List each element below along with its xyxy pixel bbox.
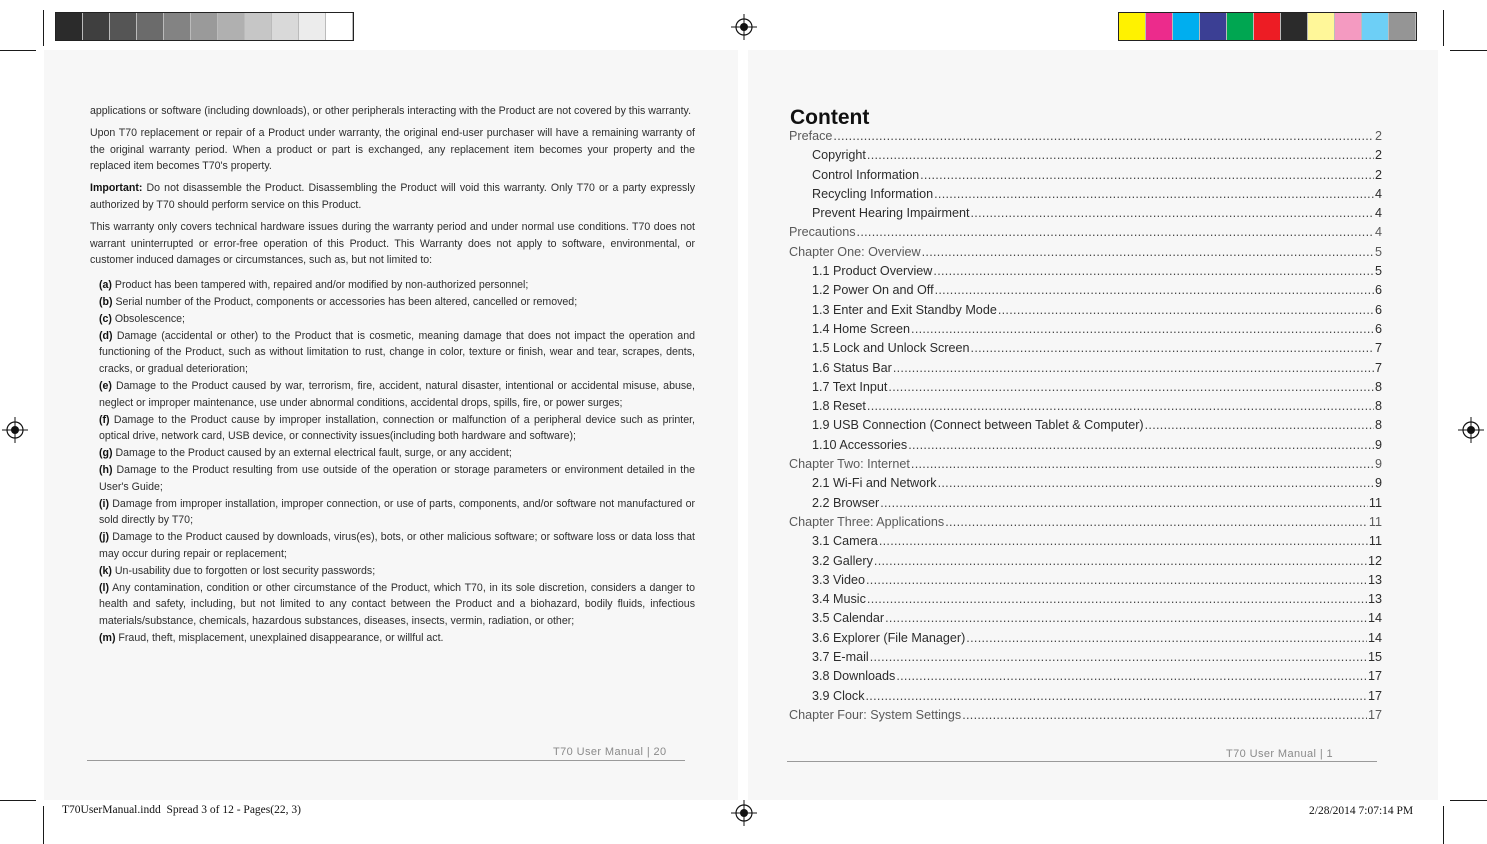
exclusion-text: Un-usability due to forgotten or lost security passwords; [111,564,376,577]
registration-mark-icon [731,14,757,40]
gray-swatch [164,13,191,40]
toc-leader-dots [971,206,1374,220]
color-swatch [1362,13,1389,40]
exclusion-text: Damage to the Product caused by an external electrical fault, surge, or any accident; [112,447,512,460]
toc-entry[interactable] [789,361,1382,380]
toc-entry-page: 9 [1374,437,1382,452]
toc-leader-dots [933,264,1374,278]
toc-leader-dots [867,399,1374,413]
exclusion-item [90,328,695,378]
crop-mark [43,806,44,844]
toc-entry[interactable] [789,611,1382,630]
toc-entry[interactable] [789,496,1382,515]
toc-entry-title: 3.9 Clock [812,688,865,703]
gray-swatch [218,13,245,40]
exclusion-item [90,412,695,446]
page-title: Content [790,106,870,129]
toc-entry-title: 2.2 Browser [812,495,880,510]
process-color-bar [1118,12,1417,41]
color-swatch [1308,13,1335,40]
table-of-contents [789,129,1382,727]
crop-mark [0,800,36,801]
color-swatch [1389,13,1416,40]
toc-entry-page: 7 [1374,341,1382,356]
crop-mark [1450,50,1487,51]
exclusion-item [90,311,695,328]
toc-leader-dots [880,496,1368,510]
toc-entry-page: 2 [1374,167,1382,182]
registration-mark-icon [2,417,28,443]
toc-entry-title: 3.4 Music [812,592,866,607]
exclusion-item [90,580,695,630]
toc-entry-title: 1.3 Enter and Exit Standby Mode [812,302,997,317]
toc-entry-page: 4 [1374,206,1382,221]
toc-entry-page: 8 [1374,418,1382,433]
toc-entry-page: 8 [1374,399,1382,414]
toc-entry-title: 3.8 Downloads [812,669,896,684]
toc-leader-dots [938,476,1374,490]
toc-entry[interactable] [789,438,1382,457]
exclusion-label: (c) [99,312,112,325]
toc-entry-page: 13 [1367,572,1382,587]
left-page-footer: T70 User Manual | 20 [553,746,667,758]
toc-leader-dots [857,225,1374,239]
color-swatch [1335,13,1362,40]
toc-entry-title: Chapter Two: Internet [789,457,910,472]
toc-entry-title: Copyright [812,148,866,163]
exclusion-label: (f) [99,413,110,426]
toc-entry-title: 1.7 Text Input [812,379,888,394]
crop-mark [1450,800,1487,801]
toc-entry-page: 8 [1374,379,1382,394]
gray-swatch [245,13,272,40]
toc-entry-page: 11 [1368,534,1382,549]
toc-entry-page: 5 [1374,244,1382,259]
gray-swatch [299,13,326,40]
toc-entry-title: 1.5 Lock and Unlock Screen [812,341,970,356]
toc-entry-title: Precautions [789,225,856,240]
registration-mark-icon [731,800,757,826]
toc-entry[interactable] [789,245,1382,264]
exclusion-text: Damage from improper installation, improper connection, or use of parts, components, and/or software not manufactured or sold directly by T70; [99,497,695,527]
exclusion-text: Fraud, theft, misplacement, unexplained disappearance, or willful act. [115,631,444,644]
exclusion-item [90,563,695,580]
exclusion-text: Damage to the Product caused by downloads, virus(es), bots, or other malicious software; or software loss or data loss that may occur during repair or replacement; [99,531,695,560]
toc-entry[interactable] [789,341,1382,360]
color-swatch [1173,13,1200,40]
footer-rule [87,760,685,761]
exclusion-text: Serial number of the Product, components or accessories has been altered, cancelled or removed; [112,295,578,308]
exclusion-list [90,277,695,647]
exclusion-label: (b) [99,295,113,308]
toc-leader-dots [879,534,1368,548]
exclusion-label: (l) [99,581,109,594]
toc-entry-title: Chapter Three: Applications [789,514,945,529]
toc-entry-title: Chapter Four: System Settings [789,707,962,722]
exclusion-text: Any contamination, condition or other circumstance of the Product, which T70, in its sole discretion, considers a danger to health and safety, including, but not limited to any contact between the Product and a biohazard, bodily fluids, infectious materials/substance, chemicals, hazardous substances, diseases, insects, vermin, radiation, or other; [99,581,695,628]
toc-entry-page: 11 [1368,514,1382,529]
toc-entry-page: 4 [1374,186,1382,201]
toc-entry[interactable] [789,515,1382,534]
toc-entry-page: 5 [1374,264,1382,279]
toc-entry-title: 3.1 Camera [812,534,878,549]
toc-entry[interactable] [789,554,1382,573]
toc-entry-page: 7 [1374,360,1382,375]
exclusion-text: Damage to the Product resulting from use outside of the operation or storage parameters or environment detailed in the User's Guide; [99,463,695,493]
exclusion-text: Obsolescence; [111,312,185,325]
toc-entry-page: 15 [1367,650,1382,665]
toc-leader-dots [934,187,1374,201]
toc-entry-title: 3.5 Calendar [812,611,885,626]
toc-leader-dots [874,554,1367,568]
toc-entry-page: 12 [1367,553,1382,568]
color-swatch [1227,13,1254,40]
replacement-paragraph: Upon T70 replacement or repair of a Product under warranty, the original end-user purchaser will have a remaining warranty of the original warranty period. When a product or part is exchanged, any replacement item becomes your property and the replaced item becomes T70's property. [90,126,695,173]
toc-entry[interactable] [789,631,1382,650]
footer-rule [787,761,1377,762]
slug-timestamp: 2/28/2014 7:07:14 PM [1309,805,1414,817]
crop-mark [1443,806,1444,844]
toc-entry-title: 3.2 Gallery [812,553,873,568]
toc-entry-title: 3.7 E-mail [812,650,869,665]
toc-entry-page: 13 [1367,592,1382,607]
exclusion-text: Damage (accidental or other) to the Product that is cosmetic, meaning damage that does not impact the operation and functioning of the Product, such as without limitation to rust, change in color, texture or finish, wear and tear, scrapes, dents, cracks, or gradual deterioration; [99,329,695,376]
slug-file: T70UserManual.indd [62,804,161,816]
toc-entry[interactable] [789,283,1382,302]
exclusion-text: Damage to the Product cause by improper installation, connection or malfunction of a peripheral device such as printer, optical drive, network card, USB device, or connectivity issues(including both hardware and software); [99,413,695,443]
toc-entry-title: Preface [789,129,833,143]
important-label: Important: [90,182,143,195]
toc-entry[interactable] [789,534,1382,553]
slug-file-info [62,804,301,816]
toc-entry[interactable] [789,457,1382,476]
toc-entry[interactable] [789,303,1382,322]
toc-entry[interactable] [789,669,1382,688]
gray-swatch [191,13,218,40]
toc-entry-page: 6 [1374,302,1382,317]
toc-entry-page: 6 [1374,283,1382,298]
toc-entry-title: 1.4 Home Screen [812,321,911,336]
gray-swatch [272,13,299,40]
gray-swatch [83,13,110,40]
exclusion-label: (e) [99,379,112,392]
exclusion-item [90,529,695,563]
toc-leader-dots [893,361,1374,375]
toc-entry-title: 1.2 Power On and Off [812,283,934,298]
exclusion-item [90,462,695,496]
toc-leader-dots [833,129,1374,143]
crop-mark [1443,10,1444,46]
exclusion-item [90,277,695,294]
toc-leader-dots [867,148,1374,162]
toc-leader-dots [920,168,1374,182]
toc-leader-dots [962,708,1367,722]
exclusion-item [90,445,695,462]
toc-entry-title: Prevent Hearing Impairment [812,206,970,221]
color-swatch [1119,13,1146,40]
toc-entry-title: 1.9 USB Connection (Connect between Tablet & Computer) [812,418,1144,433]
toc-entry[interactable] [789,187,1382,206]
toc-leader-dots [885,611,1367,625]
gray-swatch [56,13,83,40]
toc-leader-dots [945,515,1368,529]
exclusion-label: (m) [99,631,116,644]
toc-entry[interactable] [789,418,1382,437]
toc-leader-dots [908,438,1374,452]
toc-leader-dots [888,380,1374,394]
exclusion-label: (k) [99,564,112,577]
intro-paragraph: applications or software (including downloads), or other peripherals interacting with the Product are not covered by this warranty. [90,105,692,117]
exclusion-label: (j) [99,531,109,544]
exclusion-item [90,294,695,311]
toc-entry-page: 14 [1367,630,1382,645]
color-swatch [1200,13,1227,40]
exclusion-item [90,378,695,412]
exclusion-text: Product has been tampered with, repaired and/or modified by non-authorized personnel; [111,279,529,292]
toc-entry-title: 3.6 Explorer (File Manager) [812,630,966,645]
toc-entry-title: 3.3 Video [812,572,865,587]
toc-entry-page: 14 [1367,611,1382,626]
toc-entry[interactable] [789,399,1382,418]
toc-leader-dots [971,341,1374,355]
exclusion-label: (i) [99,497,109,510]
toc-entry[interactable] [789,168,1382,187]
toc-entry-title: Control Information [812,167,920,182]
crop-mark [0,50,36,51]
exclusion-label: (g) [99,447,113,460]
toc-entry-page: 9 [1374,457,1382,472]
registration-mark-icon [1458,417,1484,443]
toc-entry[interactable] [789,129,1382,148]
important-paragraph [90,180,695,214]
grayscale-color-bar [55,12,354,41]
color-swatch [1281,13,1308,40]
slug-spread: Spread 3 of 12 - Pages(22, 3) [166,804,301,816]
toc-entry-title: 1.8 Reset [812,399,866,414]
toc-entry[interactable] [789,650,1382,669]
toc-leader-dots [911,457,1374,471]
toc-leader-dots [866,689,1367,703]
toc-entry[interactable] [789,380,1382,399]
toc-entry[interactable] [789,148,1382,167]
crop-mark [43,10,44,46]
toc-entry-page: 17 [1367,669,1382,684]
toc-leader-dots [935,283,1374,297]
toc-entry-page: 17 [1367,688,1382,703]
toc-entry-page: 4 [1374,225,1382,240]
toc-leader-dots [870,650,1367,664]
toc-entry-title: 2.1 Wi-Fi and Network [812,476,937,491]
toc-entry-page: 2 [1374,148,1382,163]
toc-entry[interactable] [789,322,1382,341]
toc-entry-title: Chapter One: Overview [789,244,921,259]
gray-swatch [137,13,164,40]
toc-leader-dots [966,631,1367,645]
toc-entry-page: 6 [1374,321,1382,336]
toc-entry[interactable] [789,206,1382,225]
toc-leader-dots [896,669,1367,683]
toc-entry[interactable] [789,592,1382,611]
gray-swatch [326,13,353,40]
color-swatch [1146,13,1173,40]
exclusion-item [90,630,695,647]
toc-entry-title: 1.6 Status Bar [812,360,892,375]
exclusion-item [90,496,695,530]
toc-entry-page: 11 [1368,495,1382,510]
exclusion-text: Damage to the Product caused by war, terrorism, fire, accident, natural disaster, intentional or accidental misuse, abuse, neglect or improper maintenance, use under abnormal conditions, accidental drops, spills, fire, or power surges; [99,379,695,409]
toc-entry[interactable] [789,573,1382,592]
exclusion-label: (h) [99,463,113,476]
color-swatch [1254,13,1281,40]
toc-leader-dots [922,245,1374,259]
toc-leader-dots [998,303,1374,317]
coverage-paragraph: This warranty only covers technical hardware issues during the warranty period and under normal use conditions. T70 does not warrant uninterrupted or error-free operation of this Product. This Warranty does not apply to software, environmental, or customer induced damages or circumstances, such as, but not limited to: [90,220,695,267]
toc-entry-title: Recycling Information [812,186,934,201]
exclusion-label: (d) [99,329,113,342]
gray-swatch [110,13,137,40]
toc-entry-title: 1.1 Product Overview [812,264,933,279]
right-page-footer: T70 User Manual | 1 [1226,748,1334,760]
toc-entry-title: 1.10 Accessories [812,437,908,452]
exclusion-label: (a) [99,279,112,292]
toc-entry[interactable] [789,708,1382,727]
toc-leader-dots [866,573,1367,587]
toc-entry[interactable] [789,264,1382,283]
toc-entry[interactable] [789,689,1382,708]
toc-entry-page: 2 [1374,129,1382,143]
toc-entry[interactable] [789,476,1382,495]
toc-leader-dots [911,322,1374,336]
important-text: Do not disassemble the Product. Disassembling the Product will void this warranty. Only T70 or a party expressly authorized by T70 should perform service on this Product. [90,182,695,211]
toc-leader-dots [867,592,1367,606]
toc-entry-page: 9 [1374,476,1382,491]
toc-entry[interactable] [789,225,1382,244]
toc-leader-dots [1145,418,1374,432]
warranty-text [90,103,695,647]
toc-entry-page: 17 [1367,707,1382,722]
